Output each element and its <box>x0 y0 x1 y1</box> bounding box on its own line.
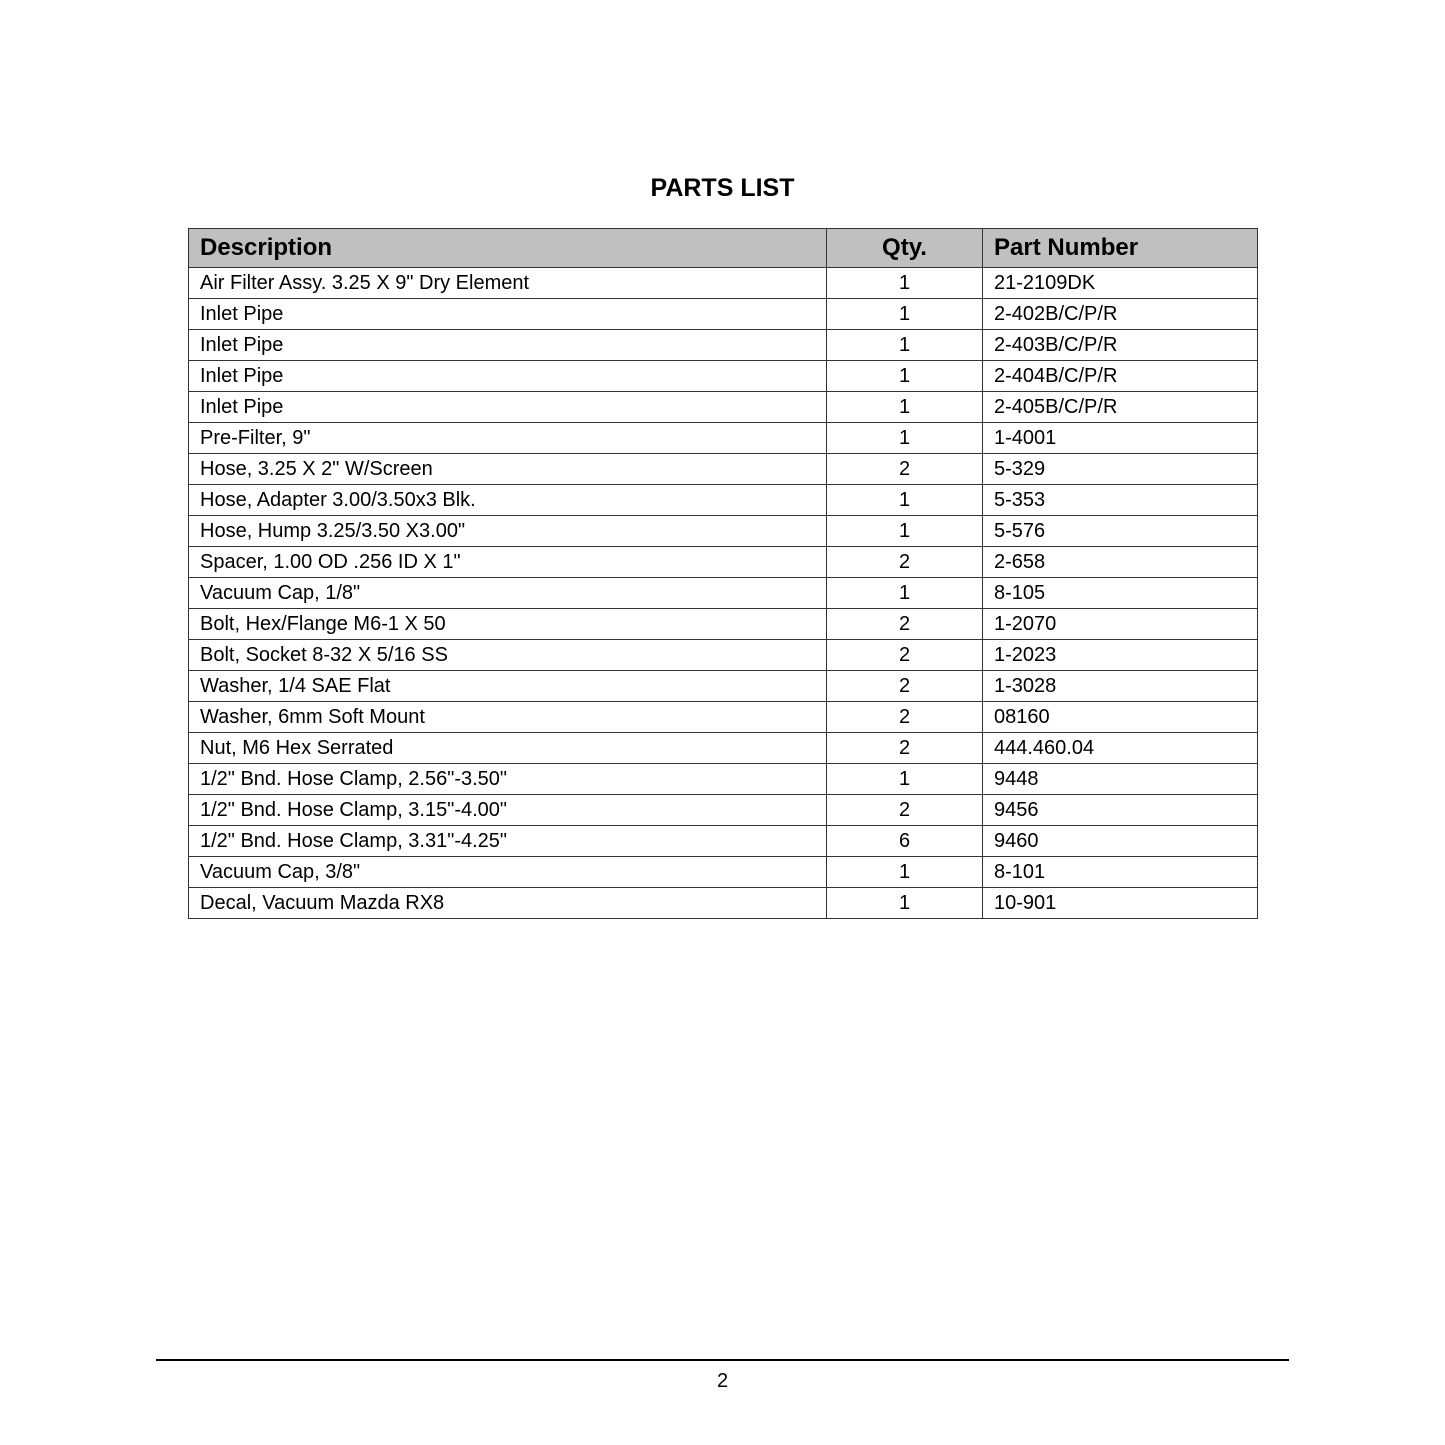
cell-description: 1/2" Bnd. Hose Clamp, 3.31"-4.25" <box>189 826 827 857</box>
cell-qty: 1 <box>827 423 983 454</box>
cell-part-number: 2-402B/C/P/R <box>983 299 1258 330</box>
cell-qty: 2 <box>827 454 983 485</box>
cell-part-number: 9448 <box>983 764 1258 795</box>
cell-part-number: 2-658 <box>983 547 1258 578</box>
cell-description: Inlet Pipe <box>189 361 827 392</box>
cell-part-number: 5-576 <box>983 516 1258 547</box>
cell-part-number: 2-405B/C/P/R <box>983 392 1258 423</box>
cell-description: Hose, Hump 3.25/3.50 X3.00" <box>189 516 827 547</box>
parts-table-body <box>189 268 1258 919</box>
cell-description: Washer, 1/4 SAE Flat <box>189 671 827 702</box>
table-row <box>189 640 1258 671</box>
cell-description: Bolt, Hex/Flange M6-1 X 50 <box>189 609 827 640</box>
cell-description: Hose, Adapter 3.00/3.50x3 Blk. <box>189 485 827 516</box>
table-row <box>189 547 1258 578</box>
cell-qty: 1 <box>827 268 983 299</box>
cell-part-number: 1-2023 <box>983 640 1258 671</box>
parts-table <box>188 228 1258 919</box>
table-row <box>189 733 1258 764</box>
table-row <box>189 671 1258 702</box>
table-row <box>189 454 1258 485</box>
cell-qty: 6 <box>827 826 983 857</box>
cell-qty: 1 <box>827 361 983 392</box>
table-row <box>189 485 1258 516</box>
cell-description: Vacuum Cap, 3/8" <box>189 857 827 888</box>
table-header-row <box>189 229 1258 268</box>
page-title: PARTS LIST <box>650 174 795 202</box>
cell-description: Decal, Vacuum Mazda RX8 <box>189 888 827 919</box>
table-row <box>189 516 1258 547</box>
table-row <box>189 578 1258 609</box>
cell-part-number: 2-403B/C/P/R <box>983 330 1258 361</box>
cell-description: Bolt, Socket 8-32 X 5/16 SS <box>189 640 827 671</box>
cell-qty: 1 <box>827 485 983 516</box>
cell-qty: 1 <box>827 516 983 547</box>
table-row <box>189 857 1258 888</box>
table-row <box>189 795 1258 826</box>
footer-divider <box>156 1359 1289 1361</box>
cell-description: Vacuum Cap, 1/8" <box>189 578 827 609</box>
cell-part-number: 9456 <box>983 795 1258 826</box>
table-row <box>189 330 1258 361</box>
cell-qty: 2 <box>827 702 983 733</box>
cell-qty: 2 <box>827 795 983 826</box>
column-header-part-number: Part Number <box>983 229 1258 268</box>
column-header-qty: Qty. <box>827 229 983 268</box>
cell-qty: 2 <box>827 547 983 578</box>
cell-part-number: 08160 <box>983 702 1258 733</box>
cell-description: Inlet Pipe <box>189 392 827 423</box>
cell-part-number: 21-2109DK <box>983 268 1258 299</box>
cell-description: Inlet Pipe <box>189 330 827 361</box>
cell-part-number: 9460 <box>983 826 1258 857</box>
cell-description: Air Filter Assy. 3.25 X 9" Dry Element <box>189 268 827 299</box>
cell-part-number: 1-3028 <box>983 671 1258 702</box>
cell-qty: 1 <box>827 392 983 423</box>
table-row <box>189 826 1258 857</box>
cell-description: 1/2" Bnd. Hose Clamp, 3.15"-4.00" <box>189 795 827 826</box>
cell-part-number: 1-4001 <box>983 423 1258 454</box>
table-row <box>189 764 1258 795</box>
cell-part-number: 2-404B/C/P/R <box>983 361 1258 392</box>
cell-qty: 1 <box>827 888 983 919</box>
cell-qty: 1 <box>827 857 983 888</box>
cell-part-number: 8-101 <box>983 857 1258 888</box>
cell-qty: 1 <box>827 330 983 361</box>
cell-description: 1/2" Bnd. Hose Clamp, 2.56"-3.50" <box>189 764 827 795</box>
table-row <box>189 888 1258 919</box>
cell-description: Pre-Filter, 9" <box>189 423 827 454</box>
table-row <box>189 702 1258 733</box>
cell-qty: 2 <box>827 640 983 671</box>
table-row <box>189 423 1258 454</box>
cell-part-number: 444.460.04 <box>983 733 1258 764</box>
cell-part-number: 5-329 <box>983 454 1258 485</box>
table-row <box>189 609 1258 640</box>
cell-qty: 1 <box>827 299 983 330</box>
cell-part-number: 8-105 <box>983 578 1258 609</box>
table-row <box>189 392 1258 423</box>
cell-part-number: 10-901 <box>983 888 1258 919</box>
cell-part-number: 1-2070 <box>983 609 1258 640</box>
cell-qty: 1 <box>827 578 983 609</box>
table-row <box>189 268 1258 299</box>
cell-qty: 2 <box>827 671 983 702</box>
table-row <box>189 299 1258 330</box>
cell-qty: 1 <box>827 764 983 795</box>
cell-description: Hose, 3.25 X 2" W/Screen <box>189 454 827 485</box>
table-row <box>189 361 1258 392</box>
column-header-description: Description <box>189 229 827 268</box>
page-number: 2 <box>716 1370 729 1392</box>
cell-description: Washer, 6mm Soft Mount <box>189 702 827 733</box>
cell-qty: 2 <box>827 609 983 640</box>
cell-description: Inlet Pipe <box>189 299 827 330</box>
cell-description: Nut, M6 Hex Serrated <box>189 733 827 764</box>
cell-qty: 2 <box>827 733 983 764</box>
cell-part-number: 5-353 <box>983 485 1258 516</box>
cell-description: Spacer, 1.00 OD .256 ID X 1" <box>189 547 827 578</box>
